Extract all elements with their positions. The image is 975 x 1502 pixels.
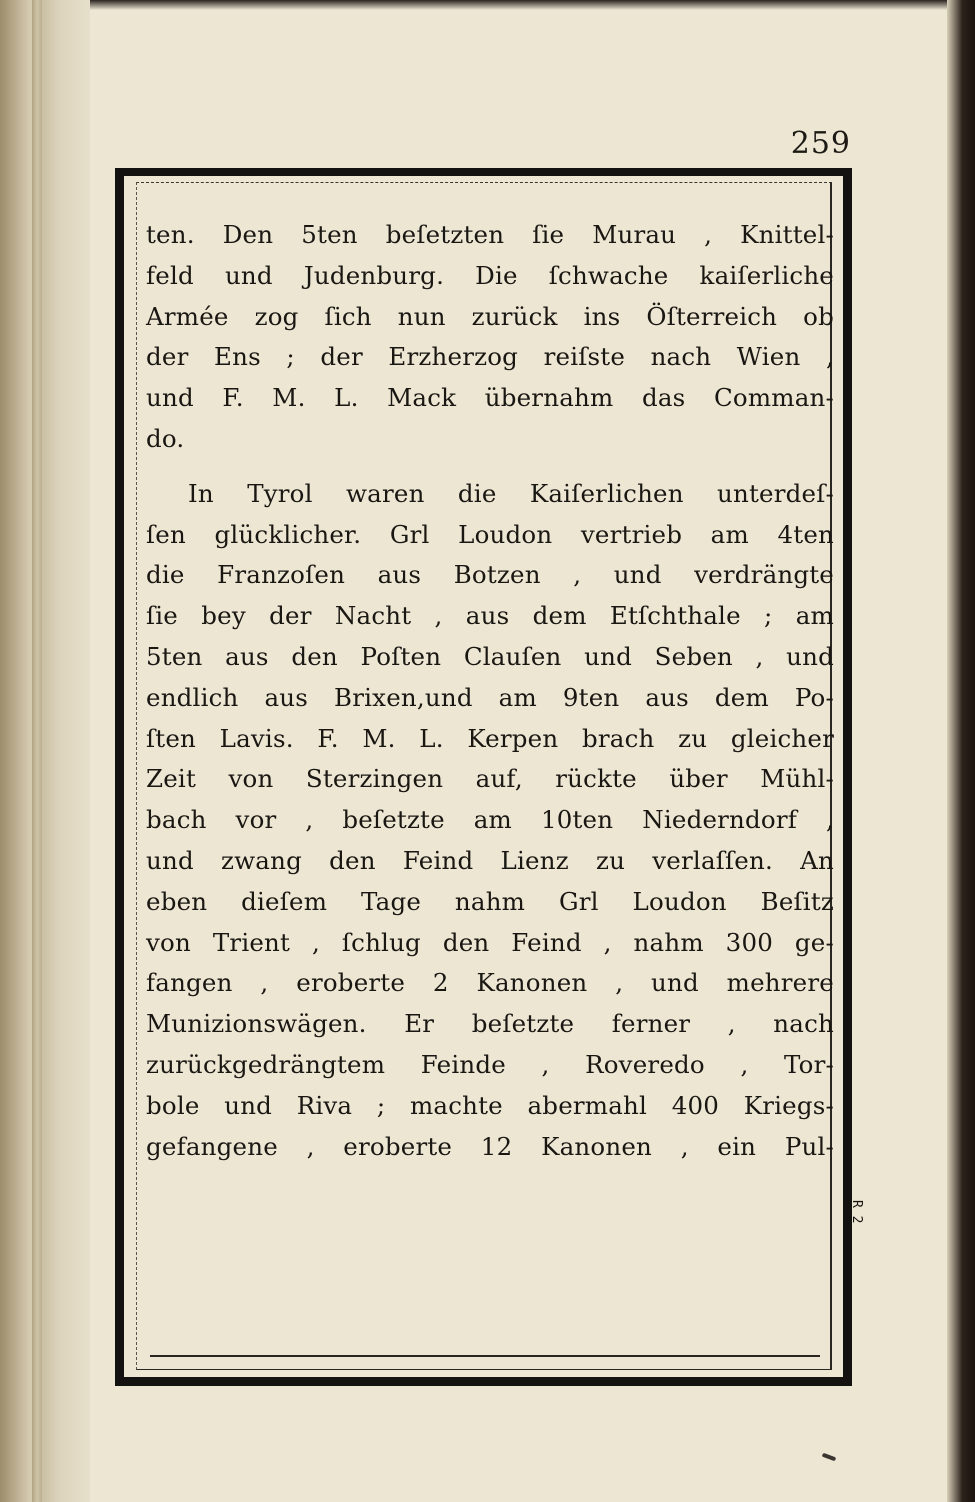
text-line: feld und Judenburg. Die ſchwache kaiſerliche bbox=[146, 260, 834, 290]
binding-gutter bbox=[32, 0, 42, 1502]
left-page-edge bbox=[0, 0, 90, 1502]
text-line: gefangene , eroberte 12 Kanonen , ein Pul- bbox=[146, 1131, 834, 1161]
text-line: Munizionswägen. Er beſetzte ferner , nach bbox=[146, 1009, 834, 1039]
text-line: bole und Riva ; machte abermahl 400 Kriegs- bbox=[146, 1090, 834, 1120]
text-line: ten. Den 5ten beſetzten ſie Murau , Knittel- bbox=[146, 220, 834, 249]
text-line: von Trient , ſchlug den Feind , nahm 300 ge- bbox=[146, 927, 834, 957]
signature-mark: R 2 bbox=[849, 1200, 864, 1224]
text-line: do. bbox=[146, 423, 185, 453]
text-line: Armée zog ſich nun zurück ins Öſterreich ob bbox=[146, 301, 834, 331]
text-line: ſie bey der Nacht , aus dem Etſchthale ; am bbox=[146, 601, 834, 631]
paragraph-gap bbox=[146, 460, 834, 474]
page-number: 259 bbox=[790, 126, 851, 161]
top-shadow bbox=[0, 0, 975, 10]
text-line: In Tyrol waren die Kaiſerlichen unterdeſ- bbox=[188, 478, 834, 508]
text-line: und F. M. L. Mack übernahm das Comman- bbox=[146, 383, 834, 413]
text-line: eben dieſem Tage nahm Grl Loudon Beſitz bbox=[146, 886, 834, 916]
text-line: 5ten aus den Poſten Clauſen und Seben , und bbox=[146, 641, 834, 671]
text-line: bach vor , beſetzte am 10ten Niederndorf , bbox=[146, 805, 834, 835]
paragraph-1 bbox=[146, 215, 834, 460]
right-page-edge bbox=[947, 0, 975, 1502]
body-text bbox=[146, 215, 834, 1167]
text-line: zurückgedrängtem Feinde , Roveredo , Tor- bbox=[146, 1049, 834, 1079]
text-line: fangen , eroberte 2 Kanonen , und mehrere bbox=[146, 968, 834, 998]
ink-spot bbox=[822, 1453, 837, 1462]
text-line: der Ens ; der Erzherzog reiſste nach Wien , bbox=[146, 342, 834, 372]
text-line: Zeit von Sterzingen auf, rückte über Mühl- bbox=[146, 764, 834, 794]
text-line: ſen glücklicher. Grl Loudon vertrieb am 4ten bbox=[146, 519, 834, 549]
paragraph-2 bbox=[146, 474, 834, 1168]
text-line: und zwang den Feind Lienz zu verlaſſen. An bbox=[146, 845, 834, 875]
text-line: ſten Lavis. F. M. L. Kerpen brach zu gleicher bbox=[146, 723, 834, 753]
inner-frame-rule bbox=[150, 1355, 820, 1357]
text-line: die Franzoſen aus Botzen , und verdrängte bbox=[146, 560, 834, 590]
text-line: endlich aus Brixen,und am 9ten aus dem Po- bbox=[146, 682, 834, 712]
